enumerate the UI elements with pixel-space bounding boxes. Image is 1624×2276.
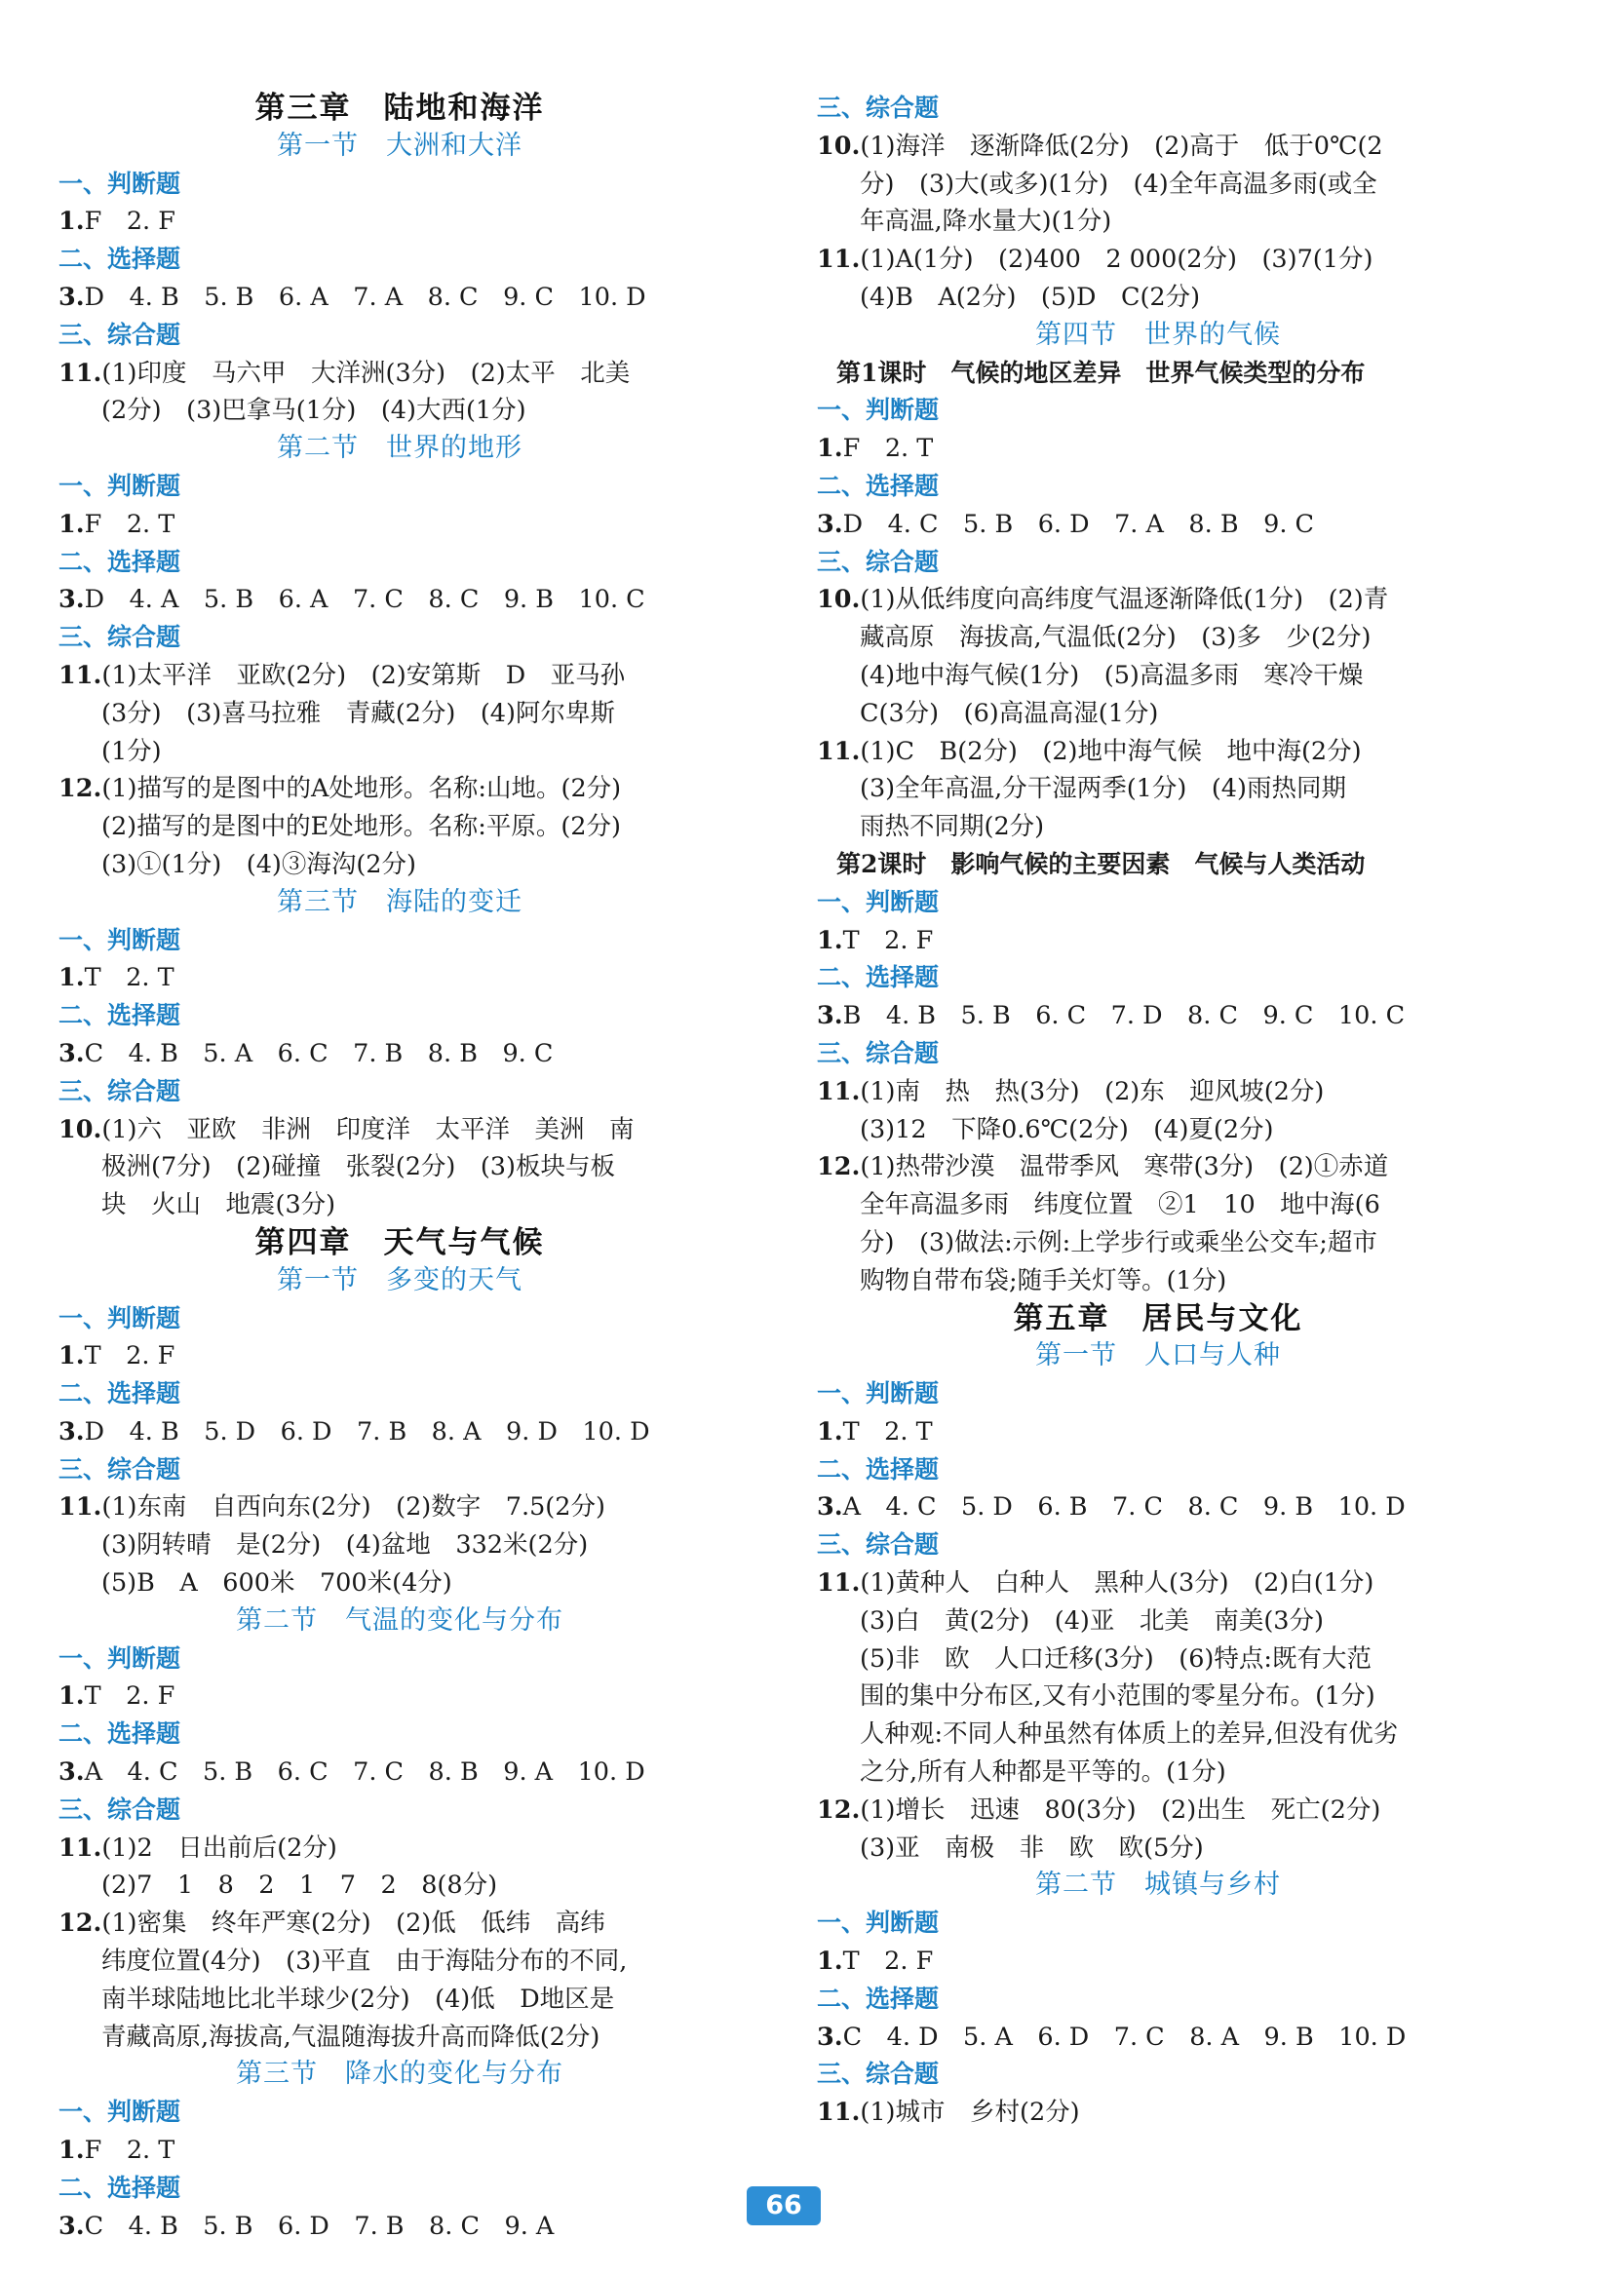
answer-continuation: 全年高温多雨 纬度位置 ②1 10 地中海(6 bbox=[860, 1190, 1380, 1220]
answer-text: C 4. D 5. A 6. D 7. C 8. A 9. B 10. D bbox=[842, 2022, 1407, 2052]
section-title: 第三节 降水的变化与分布 bbox=[236, 2059, 563, 2090]
section-title: 第一节 人口与人种 bbox=[1035, 1340, 1281, 1371]
question-number: 1. bbox=[817, 1947, 843, 1977]
answer-text: F 2. T bbox=[84, 2136, 175, 2166]
question-number: 11. bbox=[58, 358, 102, 388]
question-number: 12. bbox=[817, 1794, 861, 1825]
question-type-heading: 三、综合题 bbox=[58, 320, 181, 349]
question-type-heading: 三、综合题 bbox=[58, 1076, 181, 1105]
answer-continuation: (1分) bbox=[101, 736, 162, 766]
answer-continuation: 藏高原 海拔高,气温低(2分) (3)多 少(2分) bbox=[860, 623, 1372, 653]
chapter-title: 第五章 居民与文化 bbox=[1013, 1300, 1303, 1336]
answer-text: (1)A(1分) (2)400 2 000(2分) (3)7(1分) bbox=[860, 245, 1373, 275]
section-title: 第一节 大洲和大洋 bbox=[277, 130, 522, 161]
question-number: 11. bbox=[817, 736, 861, 766]
question-type-heading: 二、选择题 bbox=[817, 1984, 940, 2013]
page-number: 66 bbox=[747, 2186, 821, 2225]
question-number: 11. bbox=[817, 1076, 861, 1106]
answer-line bbox=[58, 1035, 741, 1073]
answer-continuation: 青藏高原,海拔高,气温随海拔升高而降低(2分) bbox=[101, 2022, 600, 2052]
answer-line bbox=[817, 2019, 1499, 2057]
question-number: 12. bbox=[817, 1152, 861, 1182]
answer-text: (1)2 日出前后(2分) bbox=[101, 1832, 337, 1863]
answer-text: C 4. B 5. B 6. D 7. B 8. C 9. A bbox=[84, 2211, 555, 2241]
answer-text: A 4. C 5. B 6. C 7. C 8. B 9. A 10. D bbox=[84, 1757, 645, 1788]
lesson-title: 第1课时 气候的地区差异 世界气候类型的分布 bbox=[836, 358, 1366, 387]
answer-text: T 2. T bbox=[842, 1416, 933, 1447]
answer-continuation: 分) (3)做法:示例:上学步行或乘坐公交车;超市 bbox=[860, 1227, 1377, 1257]
answer-continuation: (4)地中海气候(1分) (5)高温多雨 寒冷干燥 bbox=[860, 660, 1364, 690]
question-number: 12. bbox=[58, 774, 102, 804]
question-number: 1. bbox=[58, 1341, 85, 1371]
chapter-title: 第四章 天气与气候 bbox=[254, 1224, 545, 1260]
answer-line bbox=[58, 1905, 741, 1943]
answer-continuation: (4)B A(2分) (5)D C(2分) bbox=[860, 282, 1201, 312]
question-type-heading: 二、选择题 bbox=[817, 471, 940, 500]
answer-line bbox=[58, 2208, 741, 2246]
answer-text: F 2. T bbox=[84, 509, 175, 539]
question-type-heading: 一、判断题 bbox=[58, 169, 181, 198]
answer-continuation: (5)B A 600米 700米(4分) bbox=[101, 1568, 452, 1599]
answer-continuation: 围的集中分布区,又有小范围的零星分布。(1分) bbox=[860, 1681, 1375, 1712]
answer-continuation: (2)7 1 8 2 1 7 2 8(8分) bbox=[101, 1871, 498, 1901]
answer-text: D 4. B 5. B 6. A 7. A 8. C 9. C 10. D bbox=[84, 282, 646, 312]
answer-text: D 4. C 5. B 6. D 7. A 8. B 9. C bbox=[842, 509, 1315, 539]
answer-line bbox=[58, 1754, 741, 1792]
question-type-heading: 二、选择题 bbox=[58, 1001, 181, 1030]
answer-text: (1)印度 马六甲 大洋洲(3分) (2)太平 北美 bbox=[101, 358, 631, 388]
question-number: 3. bbox=[58, 282, 85, 312]
question-type-heading: 三、综合题 bbox=[817, 2060, 940, 2089]
lesson-title: 第2课时 影响气候的主要因素 气候与人类活动 bbox=[836, 849, 1366, 878]
answer-line bbox=[58, 1488, 741, 1526]
answer-text: (1)东南 自西向东(2分) (2)数字 7.5(2分) bbox=[101, 1492, 605, 1523]
question-type-heading: 二、选择题 bbox=[817, 1454, 940, 1484]
answer-text: B 4. B 5. B 6. C 7. D 8. C 9. C 10. C bbox=[842, 1001, 1406, 1031]
answer-continuation: (3分) (3)喜马拉雅 青藏(2分) (4)阿尔卑斯 bbox=[101, 698, 615, 728]
question-type-heading: 二、选择题 bbox=[58, 2173, 181, 2202]
question-type-heading: 二、选择题 bbox=[58, 245, 181, 274]
question-number: 3. bbox=[58, 585, 85, 615]
question-type-heading: 一、判断题 bbox=[58, 925, 181, 954]
answer-line bbox=[817, 581, 1499, 619]
answer-text: (1)增长 迅速 80(3分) (2)出生 死亡(2分) bbox=[860, 1794, 1381, 1825]
answer-text: T 2. F bbox=[84, 1341, 175, 1371]
question-number: 3. bbox=[58, 2211, 85, 2241]
answer-continuation: 雨热不同期(2分) bbox=[860, 812, 1045, 842]
question-type-heading: 三、综合题 bbox=[817, 1038, 940, 1067]
answer-continuation: (2)描写的是图中的E处地形。名称:平原。(2分) bbox=[101, 812, 621, 842]
question-number: 3. bbox=[817, 509, 843, 539]
answer-line bbox=[58, 657, 741, 695]
section-title: 第一节 多变的天气 bbox=[277, 1264, 522, 1295]
answer-continuation: 极洲(7分) (2)碰撞 张裂(2分) (3)板块与板 bbox=[101, 1152, 615, 1182]
question-type-heading: 一、判断题 bbox=[817, 1379, 940, 1408]
answer-continuation: 纬度位置(4分) (3)平直 由于海陆分布的不同, bbox=[101, 1947, 628, 1977]
answer-text: (1)C B(2分) (2)地中海气候 地中海(2分) bbox=[860, 736, 1362, 766]
question-number: 1. bbox=[817, 434, 843, 464]
question-number: 3. bbox=[817, 1001, 843, 1031]
question-number: 1. bbox=[58, 2136, 85, 2166]
answer-line bbox=[817, 241, 1499, 279]
answer-line bbox=[817, 1148, 1499, 1186]
chapter-title: 第三章 陆地和海洋 bbox=[254, 91, 545, 126]
question-number: 1. bbox=[58, 1681, 85, 1712]
answer-text: (1)黄种人 白种人 黑种人(3分) (2)白(1分) bbox=[860, 1568, 1374, 1599]
section-title: 第三节 海陆的变迁 bbox=[277, 886, 522, 917]
answer-line bbox=[58, 581, 741, 619]
answer-line bbox=[817, 997, 1499, 1035]
question-number: 11. bbox=[817, 2098, 861, 2128]
answer-text: (1)南 热 热(3分) (2)东 迎风坡(2分) bbox=[860, 1076, 1325, 1106]
answer-line bbox=[817, 1488, 1499, 1526]
question-type-heading: 三、综合题 bbox=[58, 1794, 181, 1824]
question-type-heading: 三、综合题 bbox=[58, 623, 181, 652]
right-column bbox=[817, 90, 1499, 2132]
question-type-heading: 三、综合题 bbox=[58, 1454, 181, 1484]
question-number: 10. bbox=[58, 1114, 102, 1144]
question-number: 12. bbox=[58, 1909, 102, 1939]
answer-line bbox=[58, 1413, 741, 1451]
answer-line bbox=[58, 1111, 741, 1149]
section-title: 第二节 城镇与乡村 bbox=[1035, 1870, 1281, 1901]
question-type-heading: 三、综合题 bbox=[817, 547, 940, 576]
answer-continuation: 分) (3)大(或多)(1分) (4)全年高温多雨(或全 bbox=[860, 169, 1377, 199]
answer-text: (1)密集 终年严寒(2分) (2)低 低纬 高纬 bbox=[101, 1909, 605, 1939]
answer-continuation: 人种观:不同人种虽然有体质上的差异,但没有优劣 bbox=[860, 1719, 1399, 1750]
answer-text: F 2. T bbox=[842, 434, 934, 464]
answer-line bbox=[817, 430, 1499, 468]
answer-continuation: 年高温,降水量大)(1分) bbox=[860, 207, 1112, 237]
answer-line bbox=[58, 1830, 741, 1868]
question-type-heading: 二、选择题 bbox=[58, 1719, 181, 1749]
answer-text: T 2. F bbox=[84, 1681, 175, 1712]
answer-text: C 4. B 5. A 6. C 7. B 8. B 9. C bbox=[84, 1038, 554, 1068]
answer-line bbox=[817, 922, 1499, 960]
answer-line bbox=[58, 959, 741, 997]
answer-line bbox=[817, 1413, 1499, 1451]
answer-line bbox=[817, 2094, 1499, 2132]
answer-continuation: (3)亚 南极 非 欧 欧(5分) bbox=[860, 1832, 1204, 1863]
question-number: 11. bbox=[817, 245, 861, 275]
question-type-heading: 三、综合题 bbox=[817, 94, 940, 122]
answer-line bbox=[817, 1564, 1499, 1602]
answer-continuation: (3)白 黄(2分) (4)亚 北美 南美(3分) bbox=[860, 1605, 1324, 1636]
question-type-heading: 二、选择题 bbox=[58, 1379, 181, 1408]
answer-continuation: (3)12 下降0.6℃(2分) (4)夏(2分) bbox=[860, 1114, 1274, 1144]
answer-continuation: 南半球陆地比北半球少(2分) (4)低 D地区是 bbox=[101, 1984, 615, 2014]
question-number: 1. bbox=[817, 1416, 843, 1447]
question-type-heading: 一、判断题 bbox=[817, 396, 940, 425]
question-number: 1. bbox=[817, 925, 843, 955]
section-title: 第二节 世界的地形 bbox=[277, 433, 522, 464]
answer-line bbox=[58, 1678, 741, 1716]
answer-line bbox=[817, 1943, 1499, 1981]
answer-line bbox=[58, 770, 741, 808]
question-number: 11. bbox=[58, 1492, 102, 1523]
answer-line bbox=[58, 203, 741, 241]
answer-line bbox=[817, 1073, 1499, 1111]
answer-continuation: (3)阴转晴 是(2分) (4)盆地 332米(2分) bbox=[101, 1530, 589, 1561]
answer-continuation: 块 火山 地震(3分) bbox=[101, 1190, 336, 1220]
question-number: 10. bbox=[817, 131, 861, 161]
answer-text: (1)描写的是图中的A处地形。名称:山地。(2分) bbox=[101, 774, 622, 804]
question-type-heading: 三、综合题 bbox=[817, 1530, 940, 1560]
answer-line bbox=[58, 355, 741, 393]
question-number: 1. bbox=[58, 509, 85, 539]
answer-text: A 4. C 5. D 6. B 7. C 8. C 9. B 10. D bbox=[842, 1492, 1406, 1523]
answer-line bbox=[58, 279, 741, 317]
question-number: 11. bbox=[58, 1832, 102, 1863]
answer-text: T 2. T bbox=[84, 963, 174, 993]
answer-line bbox=[817, 1792, 1499, 1830]
question-type-heading: 一、判断题 bbox=[58, 2098, 181, 2127]
answer-line bbox=[817, 733, 1499, 771]
question-number: 3. bbox=[58, 1038, 85, 1068]
question-type-heading: 一、判断题 bbox=[58, 1303, 181, 1332]
question-number: 10. bbox=[817, 585, 861, 615]
section-title: 第二节 气温的变化与分布 bbox=[236, 1604, 563, 1636]
question-number: 3. bbox=[58, 1757, 85, 1788]
question-type-heading: 二、选择题 bbox=[817, 963, 940, 992]
question-number: 11. bbox=[817, 1568, 861, 1599]
answer-line bbox=[817, 128, 1499, 166]
section-title: 第四节 世界的气候 bbox=[1035, 319, 1281, 350]
question-type-heading: 一、判断题 bbox=[58, 1643, 181, 1673]
answer-text: (1)城市 乡村(2分) bbox=[860, 2098, 1080, 2128]
left-column bbox=[58, 90, 741, 2245]
question-number: 1. bbox=[58, 963, 85, 993]
answer-text: T 2. F bbox=[842, 1947, 934, 1977]
answer-text: (1)从低纬度向高纬度气温逐渐降低(1分) (2)青 bbox=[860, 585, 1389, 615]
answer-continuation: 购物自带布袋;随手关灯等。(1分) bbox=[860, 1265, 1227, 1295]
answer-continuation: (3)①(1分) (4)③海沟(2分) bbox=[101, 849, 416, 879]
answer-text: D 4. A 5. B 6. A 7. C 8. C 9. B 10. C bbox=[84, 585, 645, 615]
question-number: 11. bbox=[58, 660, 102, 690]
answer-continuation: (3)全年高温,分干湿两季(1分) (4)雨热同期 bbox=[860, 774, 1346, 804]
answer-text: D 4. B 5. D 6. D 7. B 8. A 9. D 10. D bbox=[84, 1416, 650, 1447]
answer-text: (1)六 亚欧 非洲 印度洋 太平洋 美洲 南 bbox=[101, 1114, 635, 1144]
question-number: 3. bbox=[58, 1416, 85, 1447]
answer-text: (1)热带沙漠 温带季风 寒带(3分) (2)①赤道 bbox=[860, 1152, 1389, 1182]
answer-text: (1)太平洋 亚欧(2分) (2)安第斯 D 亚马孙 bbox=[101, 660, 626, 690]
question-number: 3. bbox=[817, 2022, 843, 2052]
answer-continuation: (5)非 欧 人口迁移(3分) (6)特点:既有大范 bbox=[860, 1643, 1372, 1674]
question-type-heading: 一、判断题 bbox=[817, 1909, 940, 1938]
question-number: 3. bbox=[817, 1492, 843, 1523]
question-type-heading: 二、选择题 bbox=[58, 547, 181, 576]
question-number: 1. bbox=[58, 207, 85, 237]
answer-continuation: (2分) (3)巴拿马(1分) (4)大西(1分) bbox=[101, 396, 526, 426]
answer-text: (1)海洋 逐渐降低(2分) (2)高于 低于0℃(2 bbox=[860, 131, 1383, 161]
answer-continuation: C(3分) (6)高温高湿(1分) bbox=[860, 698, 1159, 728]
answer-line bbox=[817, 506, 1499, 544]
question-type-heading: 一、判断题 bbox=[817, 887, 940, 916]
answer-line bbox=[58, 2132, 741, 2170]
question-type-heading: 一、判断题 bbox=[58, 471, 181, 500]
answer-text: T 2. F bbox=[842, 925, 934, 955]
answer-line bbox=[58, 506, 741, 544]
answer-text: F 2. F bbox=[84, 207, 175, 237]
answer-continuation: 之分,所有人种都是平等的。(1分) bbox=[860, 1757, 1226, 1788]
answer-line bbox=[58, 1337, 741, 1375]
